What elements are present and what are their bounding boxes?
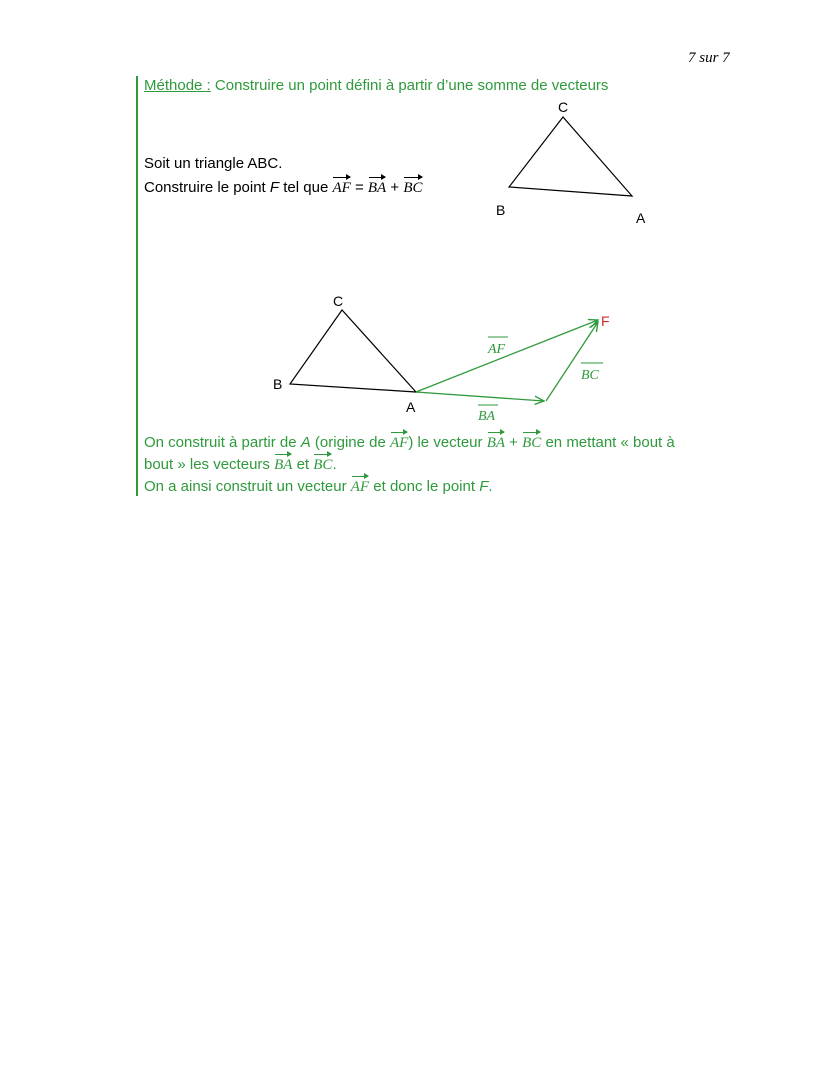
statement-line-1: Soit un triangle ABC.: [144, 155, 283, 172]
vector-ba-arrow: [416, 392, 544, 401]
point-f: F: [479, 478, 489, 495]
label-c-2: C: [333, 293, 344, 309]
point-a: A: [300, 434, 311, 451]
plus-sign: +: [505, 434, 523, 451]
vector-af: AF: [390, 431, 408, 453]
explanation-text: bout » les vecteurs: [144, 456, 275, 473]
vector-label-af: [487, 337, 508, 357]
method-label: Méthode :: [144, 77, 211, 94]
plus-sign: +: [386, 179, 404, 196]
vector-af: AF: [351, 475, 369, 497]
label-b: B: [496, 202, 506, 218]
explanation-text: On a ainsi construit un vecteur: [144, 478, 351, 495]
point-f: F: [269, 179, 280, 196]
label-a-2: A: [406, 399, 416, 415]
vector-ba: BA: [368, 176, 386, 198]
method-title: Construire un point défini à partir d’une somme de vecteurs: [214, 77, 609, 94]
explanation-line-3: [144, 475, 493, 497]
label-b-2: B: [273, 376, 283, 392]
explanation-text: (origine de: [310, 434, 390, 451]
explanation-text: et donc le point: [369, 478, 480, 495]
label-f: F: [601, 313, 610, 329]
statement-text: Construire le point: [144, 179, 270, 196]
statement-text: tel que: [279, 179, 333, 196]
label-c: C: [558, 99, 569, 115]
vector-ba: BA: [274, 453, 292, 475]
vector-bc-arrow: [546, 322, 598, 401]
explanation-text: .: [332, 456, 337, 473]
figure-triangle-abc: [0, 0, 828, 260]
svg-text:AF: AF: [488, 342, 506, 357]
explanation-text: et: [292, 456, 314, 473]
vector-bc: BC: [522, 431, 541, 453]
figure-vector-construction: [0, 280, 828, 430]
svg-text:BA: BA: [478, 409, 496, 424]
vector-label-bc: [581, 363, 603, 383]
svg-text:BC: BC: [581, 368, 599, 383]
page-number: 7 sur 7: [688, 50, 730, 66]
triangle-abc: [509, 117, 632, 196]
explanation-text: en mettant « bout à: [541, 434, 675, 451]
vector-af-arrow: [416, 320, 598, 392]
vector-af: AF: [332, 176, 350, 198]
explanation-line-2: [144, 453, 337, 475]
explanation-text: ) le vecteur: [408, 434, 487, 451]
vector-label-ba: [478, 405, 498, 424]
vector-bc: BC: [403, 176, 422, 198]
vector-ba: BA: [487, 431, 505, 453]
explanation-text: .: [488, 478, 493, 495]
explanation-line-1: [144, 431, 675, 453]
equals-sign: =: [350, 179, 368, 196]
label-a: A: [636, 210, 646, 226]
triangle-abc-2: [290, 310, 416, 392]
explanation-text: On construit à partir de: [144, 434, 301, 451]
vector-bc: BC: [313, 453, 332, 475]
